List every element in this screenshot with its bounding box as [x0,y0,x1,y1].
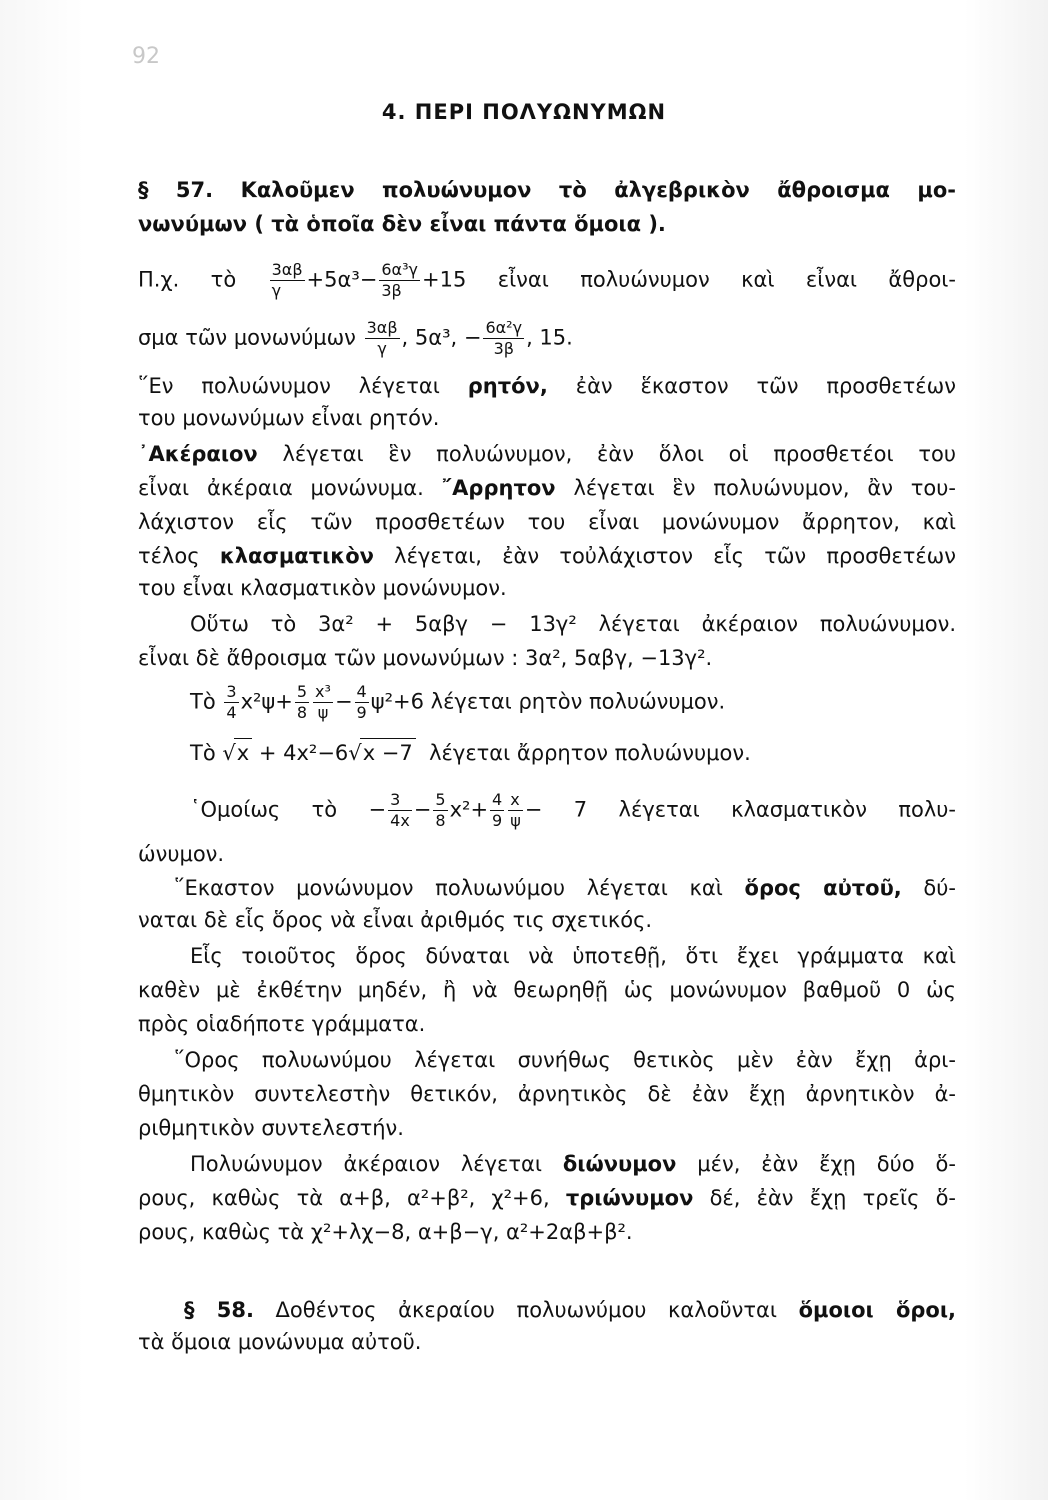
e1-fraction-2 [295,682,309,723]
p4-text-c: δύ- [923,876,956,900]
p2-text-b: λέγεται ἓν πολυώνυμον, ἐὰν ὅλοι οἱ προσθετέοι του [282,442,956,466]
e2-text-e: λέγεται ἄρρητον πολυώνυμον. [429,741,751,765]
s58-text-b: Δοθέντος ἀκεραίου πολυωνύμου καλοῦνται [275,1298,778,1322]
e3-text-c: x²+ [449,797,489,822]
e2-radicand-2: x −7 [360,738,416,767]
s57-text-1: Καλοῦμεν πολυώνυμον τὸ ἀλγεβρικὸν ἄθροισμα μο- [240,178,956,202]
s57-line-1 [138,176,956,204]
p4-line-1 [138,874,956,902]
p4-text-a: ῞Εκαστον μονώνυμον πολυωνύμου λέγεται καὶ [174,876,723,900]
e3-f4-num: x [508,790,523,811]
e1-text-c: − [334,689,353,714]
ex-f1-den: γ [271,281,282,300]
p7-line-2 [138,1184,956,1212]
example-rational [138,682,725,723]
p7-text-f: δέ, ἐὰν ἔχῃ τρεῖς ὅ- [709,1186,956,1210]
p5-line-3: πρὸς οἱαδήποτε γράμματα. [138,1012,426,1036]
e3-f4-den: ψ [510,811,521,830]
p2-line-3: λάχιστον εἷς τῶν προσθετέων του εἶναι μονώνυμον ἄρρητον, καὶ [138,510,956,534]
e3-text-b: − [413,797,432,822]
p7-text-c: μέν, ἐὰν ἔχῃ δύο ὅ- [697,1152,956,1176]
e3-fraction-4 [508,790,523,831]
e1-f2-den: 8 [296,703,308,722]
e1-f1-num: 3 [226,682,237,701]
ex-f2-num: 6α³γ [381,260,418,279]
e2-text-a: Τὸ √ [190,741,236,765]
ex-text-c: +15 εἶναι πολυώνυμον καὶ εἶναι ἄθροι- [421,267,956,292]
e1-f4-num: 4 [356,682,367,701]
ex-f1-num: 3αβ [271,260,303,279]
e3-f3-den: 9 [492,811,503,830]
e3-fraction-2 [433,790,447,831]
e1-fraction-4 [355,682,369,723]
ex-text-b: +5α³− [306,267,378,292]
term-binomial: διώνυμον [562,1152,677,1176]
ex-f2-den: 3β [381,281,402,300]
s58-number: § 58. [184,1298,254,1322]
e1-text-d: ψ²+6 λέγεται ρητὸν πολυώνυμον. [370,689,726,714]
example-fractional-line-2: ώνυμον. [138,842,225,866]
section-title: 4. ΠΕΡΙ ΠΟΛΥΩΝΥΜΩΝ [381,100,667,124]
e3-f2-num: 5 [435,790,446,809]
term-fractional: κλασματικὸν [219,544,374,568]
e1-text-b: x²ψ+ [240,689,293,714]
e3-text-d: − 7 λέγεται κλασματικὸν πολυ- [524,797,956,822]
term-integer: ᾿Ακέραιον [138,442,258,466]
example-line-2 [138,318,573,359]
e1-f3-den: ψ [317,703,329,722]
ex-fraction-2 [379,260,420,301]
term-term: ὅρος αὐτοῦ, [744,876,902,900]
ex-fraction-3 [365,318,400,359]
ex-text-d: σμα τῶν μονωνύμων [138,325,356,350]
term-trinomial: τριώνυμον [565,1186,694,1210]
p3-line-2: εἶναι δὲ ἄθροισμα τῶν μονωνύμων : 3α², 5αβγ, −13γ². [138,646,713,670]
p2-line-5: του εἶναι κλασματικὸν μονώνυμον. [138,576,507,600]
ex-fraction-4 [483,318,524,359]
example-fractional [138,790,956,831]
p7-line-3: ρους, καθὼς τὰ χ²+λχ−8, α+β−γ, α²+2αβ+β². [138,1220,633,1244]
s57-number: § 57. [138,178,214,202]
e2-text-c: + 4x²−6√ [258,741,362,765]
p1-text-c: ἐὰν ἕκαστον τῶν προσθετέων [575,374,956,398]
p1-line-2: του μονωνύμων εἶναι ρητόν. [138,406,440,430]
example-irrational [138,738,751,767]
ex-fraction-1 [270,260,305,301]
e2-radicand-1: x [234,738,252,767]
p7-text-a: Πολυώνυμον ἀκέραιον λέγεται [190,1152,542,1176]
s58-line-1 [138,1296,956,1324]
term-irrational: ῎Αρρητον [441,476,556,500]
p7-line-1 [138,1150,956,1178]
p2-line-4 [138,542,956,570]
s57-line-2: νωνύμων ( τὰ ὁποῖα δὲν εἶναι πάντα ὅμοια ). [138,212,666,236]
e1-text-a: Τὸ [190,689,216,714]
e3-fraction-3 [490,790,504,831]
ex-f4-den: 3β [493,339,514,358]
p2-text-e: λέγεται ἓν πολυώνυμον, ἂν του- [573,476,956,500]
p3-line-1: Οὕτω τὸ 3α² + 5αβγ − 13γ² λέγεται ἀκέραιον πολυώνυμον. [190,612,956,636]
e3-f1-den: 4x [390,811,410,830]
p5-line-1: Εἷς τοιοῦτος ὅρος δύναται νὰ ὑποτεθῇ, ὅτι ἔχει γράμματα καὶ [190,944,956,968]
ex-f3-num: 3αβ [366,318,398,337]
p6-line-3: ριθμητικὸν συντελεστήν. [138,1116,404,1140]
ex-text-e: , 5α³, − [401,325,482,350]
e1-fraction-3 [313,682,333,723]
term-like-terms: ὅμοιοι ὅροι, [798,1298,957,1322]
p2-line-1 [138,440,956,468]
s58-line-2: τὰ ὅμοια μονώνυμα αὐτοῦ. [138,1330,422,1354]
e1-fraction-1 [224,682,238,723]
p2-text-c: εἶναι ἀκέραια μονώνυμα. [138,476,424,500]
term-rational: ρητόν, [467,374,548,398]
p2-text-h: λέγεται, ἐὰν τοὐλάχιστον εἷς τῶν προσθετέων [394,544,956,568]
e3-f2-den: 8 [435,811,446,830]
p4-line-2: ναται δὲ εἷς ὅρος νὰ εἶναι ἀριθμός τις σχετικός. [138,908,653,932]
ex-f4-num: 6α²γ [485,318,523,337]
e3-text-a: ῾Ομοίως τὸ − [190,797,387,822]
ex-f3-den: γ [377,339,387,358]
p7-text-d: ρους, καθὼς τὰ α+β, α²+β², χ²+6, [138,1186,550,1210]
p5-line-2: καθὲν μὲ ἐκθέτην μηδέν, ἢ νὰ θεωρηθῇ ὡς μονώνυμον βαθμοῦ 0 ὡς [138,978,956,1002]
e1-f3-num: x³ [315,682,331,701]
e3-f1-num: 3 [388,790,412,811]
ex-text-f: , 15. [526,325,573,350]
example-line-1 [138,260,956,301]
p1-line-1 [138,372,956,400]
ex-text-a: Π.χ. τὸ [138,267,237,292]
p2-text-f: τέλος [138,544,200,568]
p1-text-a: ῞Εν πολυώνυμον λέγεται [138,374,440,398]
e1-f4-den: 9 [356,703,367,722]
p6-line-1: ῞Ορος πολυωνύμου λέγεται συνήθως θετικὸς μὲν ἐὰν ἔχῃ ἀρι- [174,1048,956,1072]
page-number: 92 [132,44,160,69]
e3-f3-num: 4 [492,790,503,809]
e3-fraction-1 [388,790,412,831]
p6-line-2: θμητικὸν συντελεστὴν θετικόν, ἀρνητικὸς δὲ ἐὰν ἔχῃ ἀρνητικὸν ἀ- [138,1082,956,1106]
e1-f1-den: 4 [226,703,237,722]
p2-line-2 [138,474,956,502]
e1-f2-num: 5 [296,682,308,701]
